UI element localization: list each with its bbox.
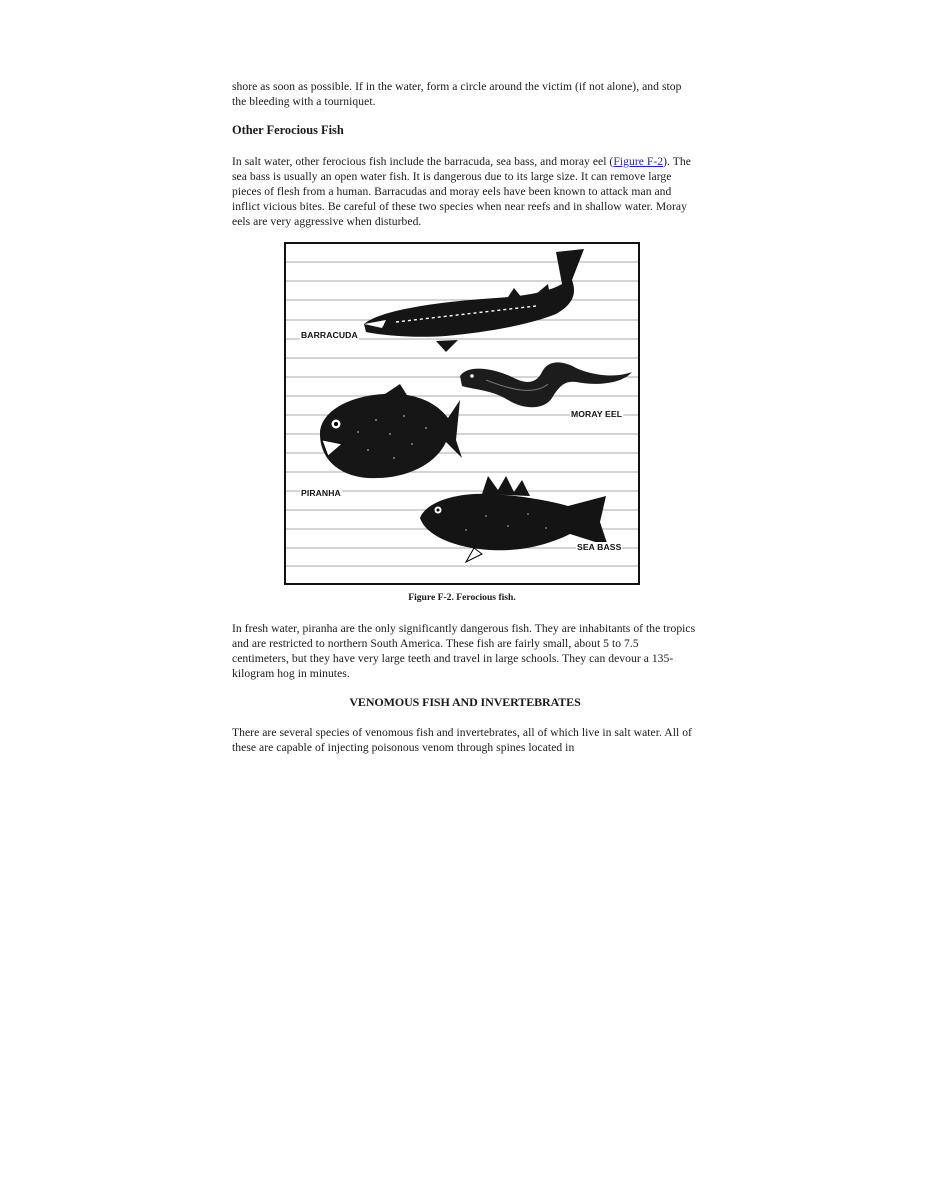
barracuda-label: BARRACUDA (301, 330, 358, 340)
venomous-paragraph (232, 725, 698, 755)
section-heading-other-ferocious-fish: Other Ferocious Fish (232, 123, 344, 137)
piranha-label: PIRANHA (301, 488, 341, 498)
paragraph-text-before-link: In salt water, other ferocious fish include the barracuda, sea bass, and moray eel ( (232, 155, 614, 168)
piranha-text: In fresh water, piranha are the only significantly dangerous fish. They are inhabitants of the tropics and are restricted to northern South America. These fish are fairly small, about 5 to 7.5 centimeters, but they have very large teeth and travel in large schools. They can devour a 135-kilogram hog in minutes. (232, 622, 696, 680)
venomous-text: There are several species of venomous fish and invertebrates, all of which live in salt water. All of these are capable of injecting poisonous venom through spines located in (232, 726, 692, 754)
intro-text: shore as soon as possible. If in the water, form a circle around the victim (if not alone), and stop the bleeding with a tourniquet. (232, 80, 682, 108)
paragraph-text-after-link: ). The sea bass is usually an open water fish. It is dangerous due to its large size. It can remove large pieces of flesh from a human. Barracudas and moray eels have been known to attack man and inflict vicious bites. Be careful of these two species when near reefs and in shallow water. Moray eels are very aggressive when disturbed. (232, 155, 691, 228)
section-heading-venomous-fish: VENOMOUS FISH AND INVERTEBRATES (349, 695, 581, 709)
piranha-drawing (320, 384, 462, 478)
figure-caption: Figure F-2. Ferocious fish. (408, 592, 516, 603)
intro-paragraph (232, 79, 698, 109)
barracuda-drawing (364, 249, 584, 352)
sea-bass-label: SEA BASS (577, 542, 622, 552)
moray-eel-drawing (460, 362, 632, 407)
ferocious-fish-figure (284, 242, 640, 585)
moray-eel-label: MORAY EEL (571, 409, 623, 419)
ferocious-fish-paragraph (232, 154, 698, 229)
piranha-paragraph (232, 621, 698, 681)
figure-f2-link[interactable]: Figure F-2 (613, 155, 664, 168)
ferocious-fish-text (232, 154, 698, 229)
